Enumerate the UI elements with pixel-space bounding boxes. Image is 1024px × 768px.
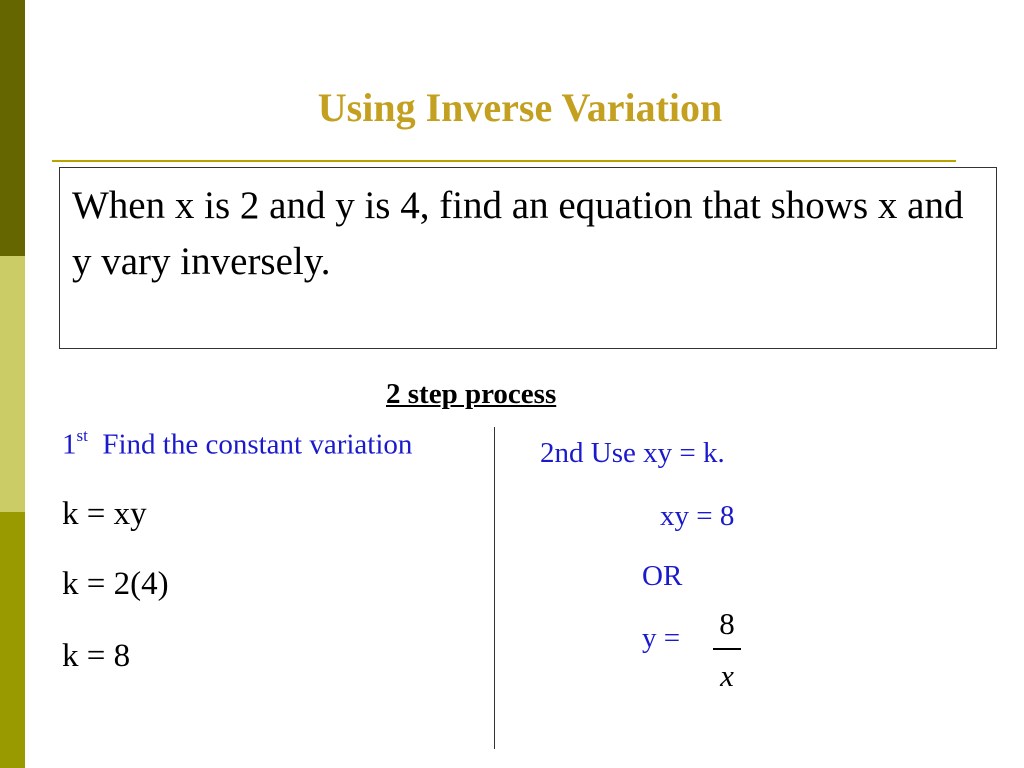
step1-heading-text: Find the constant variation (102, 428, 413, 461)
step1-equation-1: k = xy (62, 496, 147, 532)
fraction-numerator: 8 (719, 606, 735, 641)
fraction-denominator: x (720, 658, 734, 693)
problem-statement: When x is 2 and y is 4, find an equation that shows x and y vary inversely. (72, 184, 964, 283)
column-divider (494, 427, 495, 749)
sidebar-segment-mid (0, 512, 25, 768)
step1-number: 1 (62, 428, 77, 461)
step1-suffix: st (76, 426, 88, 445)
fraction-bar (713, 648, 741, 650)
process-label: 2 step process (386, 378, 557, 410)
problem-box (59, 167, 997, 349)
slide-title: Using Inverse Variation (317, 85, 723, 130)
step2-y-equals: y = (642, 622, 681, 654)
step1-equation-3: k = 8 (62, 638, 131, 674)
step1-heading (62, 428, 412, 462)
step2-or-label: OR (642, 560, 683, 592)
step2-heading: 2nd Use xy = k. (540, 437, 725, 469)
title-divider (52, 160, 956, 162)
step2-result: xy = 8 (660, 500, 735, 532)
step1-equation-2: k = 2(4) (62, 566, 169, 602)
sidebar-segment-light (0, 256, 25, 512)
